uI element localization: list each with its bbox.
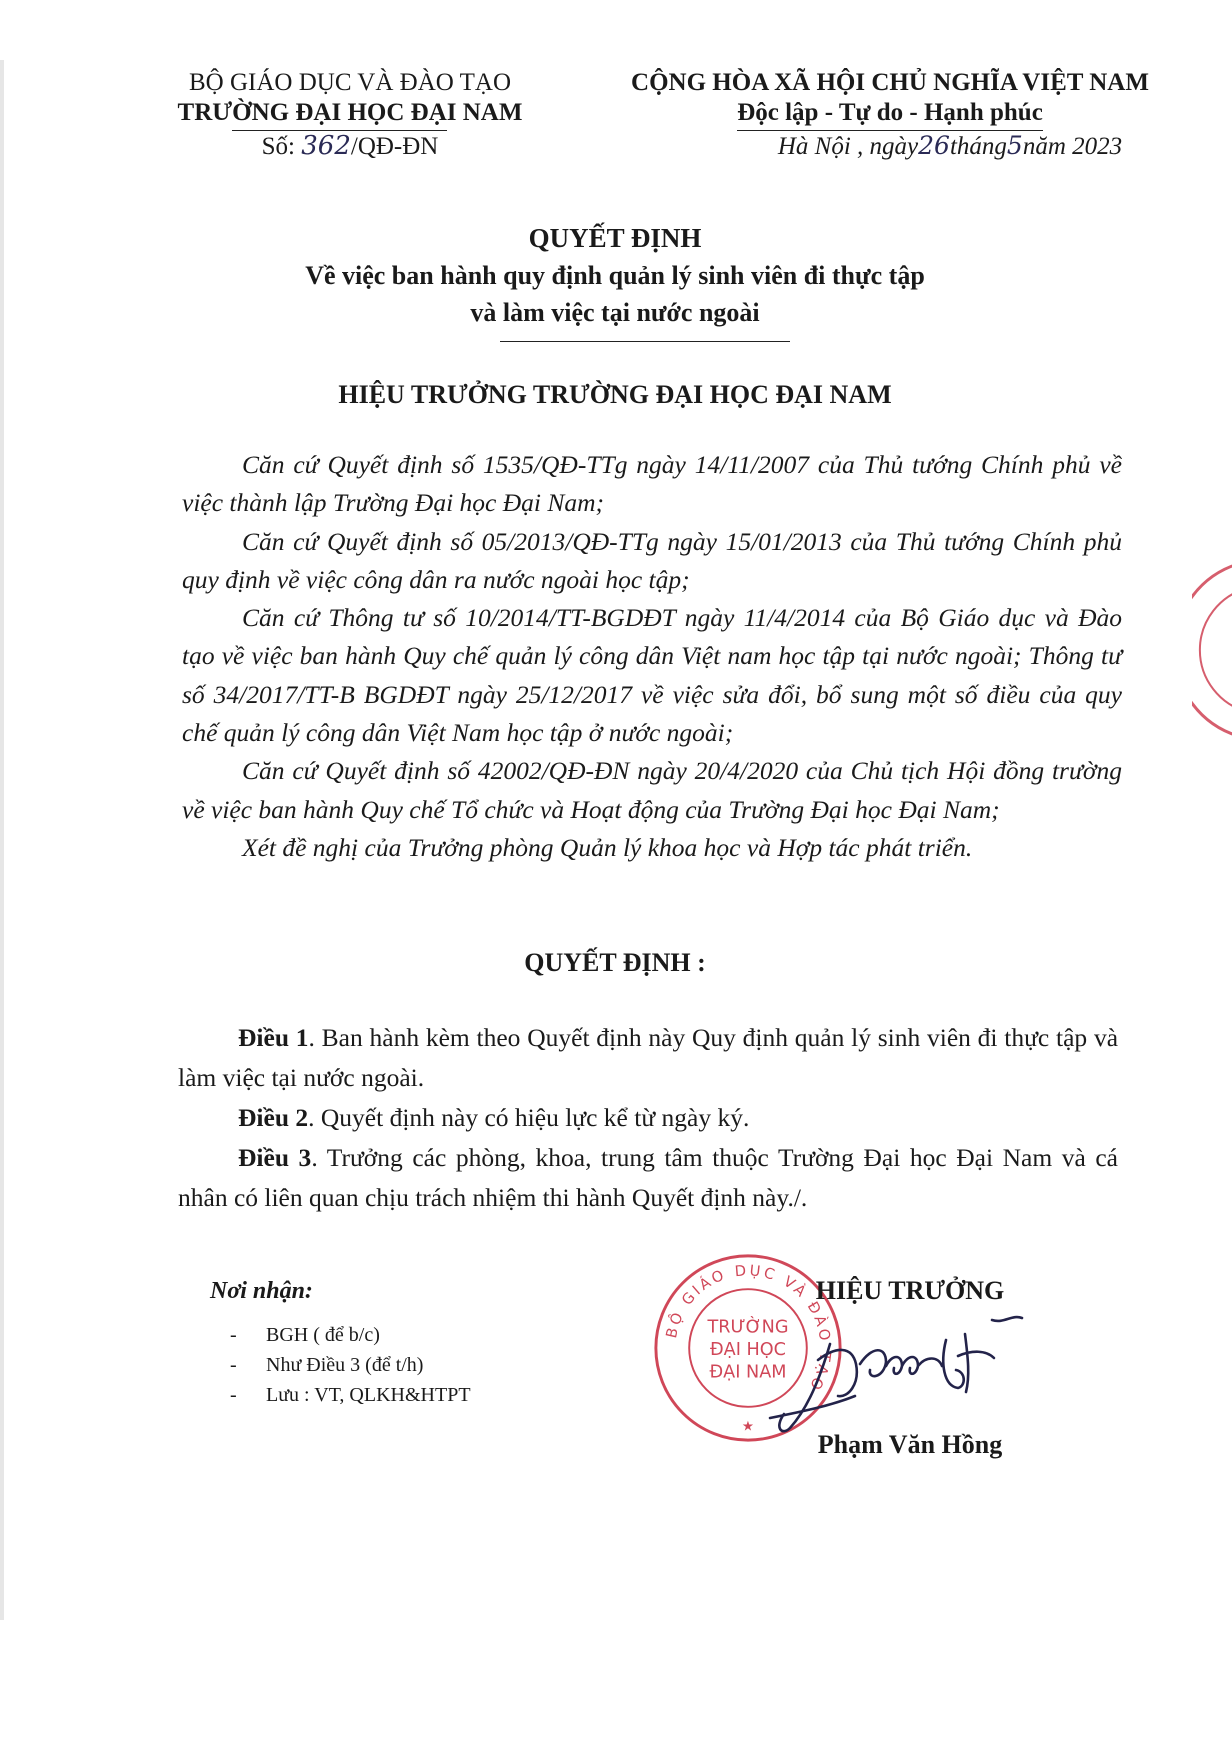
- signatory-name: Phạm Văn Hồng: [817, 1430, 1003, 1459]
- recipient-item: - Lưu : VT, QLKH&HTPT: [230, 1384, 471, 1406]
- recipients-title: Nơi nhận:: [210, 1278, 313, 1304]
- decision-title: [150, 220, 1080, 331]
- ministry-name: BỘ GIÁO DỤC VÀ ĐÀO TẠO: [189, 69, 511, 96]
- article-1: Điều 1. Ban hành kèm theo Quyết định này Quy định quản lý sinh viên đi thực tập và làm việc tại nước ngoài.: [178, 1023, 1119, 1092]
- legal-basis: [182, 446, 1122, 867]
- basis-item: Căn cứ Quyết định số 05/2013/QĐ-TTg ngày 15/01/2013 của Thủ tướng Chính phủ quy định về việc công dân ra nước ngoài học tập;: [182, 526, 1122, 594]
- page-edge-seal: [1192, 560, 1232, 740]
- stamp-line-2: ĐẠI HỌC: [710, 1339, 786, 1360]
- basis-item: Xét đề nghị của Trưởng phòng Quản lý khoa học và Hợp tác phát triển.: [242, 832, 973, 862]
- scan-edge-shadow: [0, 60, 4, 1620]
- recipients-list: [230, 1320, 590, 1410]
- decision-heading: QUYẾT ĐỊNH :: [524, 948, 706, 977]
- title-main: QUYẾT ĐỊNH: [528, 223, 702, 253]
- article-3: Điều 3. Trưởng các phòng, khoa, trung tâm thuộc Trường Đại học Đại Nam và cá nhân có liên quan chịu trách nhiệm thi hành Quyết định này./.: [178, 1143, 1119, 1212]
- article-2: Điều 2. Quyết định này có hiệu lực kể từ ngày ký.: [238, 1103, 750, 1132]
- issue-date: Hà Nội , ngày26tháng5năm 2023: [777, 131, 1123, 160]
- basis-item: Căn cứ Quyết định số 42002/QĐ-ĐN ngày 20/4/2020 của Chủ tịch Hội đồng trường về việc ban hành Quy chế Tổ chức và Hoạt động của Trường Đại học Đại Nam;: [182, 756, 1122, 824]
- national-motto: Độc lập - Tự do - Hạnh phúc: [590, 98, 1190, 131]
- recipient-item: - Như Điều 3 (để t/h): [230, 1354, 424, 1376]
- basis-item: Căn cứ Quyết định số 1535/QĐ-TTg ngày 14/11/2007 của Thủ tướng Chính phủ về việc thành lập Trường Đại học Đại Nam;: [182, 450, 1122, 518]
- articles: [178, 1018, 1118, 1218]
- school-name: TRƯỜNG ĐẠI HỌC ĐẠI NAM: [150, 98, 550, 131]
- authority-heading: HIỆU TRƯỞNG TRƯỜNG ĐẠI HỌC ĐẠI NAM: [338, 380, 892, 409]
- title-subject-line1: Về việc ban hành quy định quản lý sinh viên đi thực tập: [305, 261, 925, 290]
- stamp-ring-text: BỘ GIÁO DỤC VÀ ĐÀO TẠO: [663, 1262, 834, 1395]
- nation-name: CỘNG HÒA XÃ HỘI CHỦ NGHĨA VIỆT NAM: [631, 69, 1149, 96]
- issuer-header: [150, 68, 550, 162]
- national-header: [590, 68, 1190, 162]
- stamp-line-1: TRƯỜNG: [707, 1317, 789, 1338]
- title-underline: [500, 341, 790, 342]
- stamp-line-3: ĐẠI NAM: [709, 1362, 787, 1383]
- recipient-item: - BGH ( để b/c): [230, 1324, 380, 1346]
- signatory-title: HIỆU TRƯỞNG: [815, 1276, 1005, 1305]
- handwritten-number: 362: [301, 131, 351, 161]
- stamp-star-icon: ★: [741, 1418, 755, 1434]
- title-subject-line2: và làm việc tại nước ngoài: [470, 298, 760, 327]
- document-number: Số: 362/QĐ-ĐN: [261, 131, 439, 161]
- handwritten-month: 5: [1006, 131, 1023, 160]
- basis-item: Căn cứ Thông tư số 10/2014/TT-BGDĐT ngày 11/4/2014 của Bộ Giáo dục và Đào tạo về việc ban hành Quy chế quản lý công dân Việt nam học tập tại nước ngoài; Thông tư số 34/2017/TT-B BGDĐT ngày 25/12/2017 về việc sửa đổi, bổ sung một số điều của quy chế quản lý công dân Việt Nam học tập ở nước ngoài;: [182, 603, 1122, 748]
- handwritten-signature: [760, 1300, 1060, 1440]
- handwritten-day: 26: [918, 131, 950, 160]
